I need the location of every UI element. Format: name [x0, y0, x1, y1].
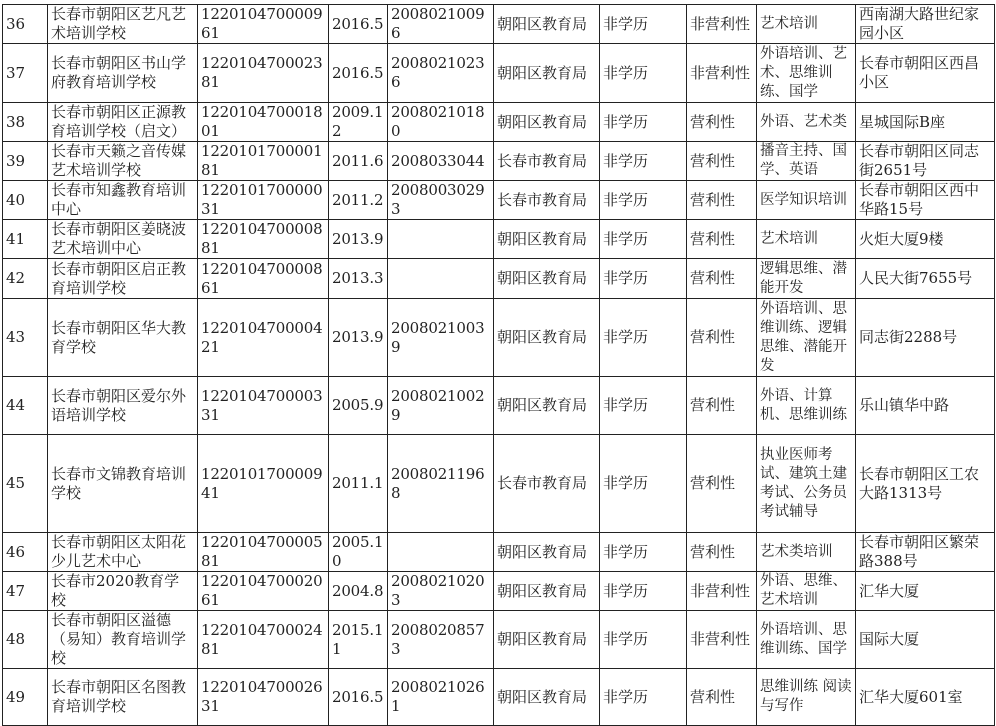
cell-type: 非学历: [600, 299, 687, 377]
cell-address: 长春市朝阳区工农大路1313号: [856, 435, 995, 533]
cell-scope: 播音主持、国学、英语: [757, 142, 856, 181]
table-row: [3, 533, 995, 572]
cell-name: 长春市朝阳区正源教育培训学校（启文）: [48, 103, 198, 142]
cell-type: 非学历: [600, 44, 687, 103]
cell-name: 长春市知鑫教育培训中心: [48, 181, 198, 220]
table-row: [3, 572, 995, 611]
cell-name: 长春市朝阳区华大教育学校: [48, 299, 198, 377]
cell-reg: 20080210039: [388, 299, 494, 377]
cell-no: 41: [3, 220, 48, 259]
cell-date: 2016.5: [329, 5, 388, 44]
cell-code: 122010470000581: [198, 533, 329, 572]
cell-address: 星城国际B座: [856, 103, 995, 142]
cell-address: 长春市朝阳区西中华路15号: [856, 181, 995, 220]
cell-reg: 20080030293: [388, 181, 494, 220]
cell-scope: 医学知识培训: [757, 181, 856, 220]
table-row: [3, 220, 995, 259]
cell-code: 122010470002631: [198, 669, 329, 726]
cell-type: 非学历: [600, 220, 687, 259]
cell-code: 122010470000331: [198, 377, 329, 435]
cell-code: 122010470002061: [198, 572, 329, 611]
cell-no: 36: [3, 5, 48, 44]
cell-address: 国际大厦: [856, 611, 995, 669]
cell-code: 122010470000961: [198, 5, 329, 44]
cell-profit: 营利性: [687, 259, 757, 299]
cell-profit: 营利性: [687, 299, 757, 377]
cell-date: 2011.2: [329, 181, 388, 220]
table-row: [3, 299, 995, 377]
cell-authority: 长春市教育局: [494, 142, 600, 181]
cell-type: 非学历: [600, 259, 687, 299]
cell-date: 2016.5: [329, 669, 388, 726]
cell-type: 非学历: [600, 435, 687, 533]
cell-authority: 朝阳区教育局: [494, 103, 600, 142]
cell-scope: 艺术培训: [757, 220, 856, 259]
cell-type: 非学历: [600, 572, 687, 611]
cell-reg: 20080210203: [388, 572, 494, 611]
table-row: [3, 44, 995, 103]
cell-no: 42: [3, 259, 48, 299]
cell-date: 2013.3: [329, 259, 388, 299]
cell-reg: 2008033044: [388, 142, 494, 181]
cell-authority: 朝阳区教育局: [494, 611, 600, 669]
cell-date: 2015.11: [329, 611, 388, 669]
cell-reg: 20080210096: [388, 5, 494, 44]
cell-authority: 朝阳区教育局: [494, 44, 600, 103]
cell-scope: 执业医师考试、建筑土建考试、公务员考试辅导: [757, 435, 856, 533]
cell-name: 长春市朝阳区姜晓波艺术培训中心: [48, 220, 198, 259]
cell-scope: 外语、计算机、思维训练: [757, 377, 856, 435]
cell-name: 长春市朝阳区溢德（易知）教育培训学校: [48, 611, 198, 669]
cell-type: 非学历: [600, 377, 687, 435]
cell-no: 47: [3, 572, 48, 611]
table-row: [3, 5, 995, 44]
cell-name: 长春市文锦教育培训学校: [48, 435, 198, 533]
cell-code: 122010470001801: [198, 103, 329, 142]
cell-scope: 外语培训、思维训练、逻辑思维、潜能开发: [757, 299, 856, 377]
cell-address: 同志街2288号: [856, 299, 995, 377]
table-row: [3, 103, 995, 142]
table-row: [3, 377, 995, 435]
cell-no: 44: [3, 377, 48, 435]
cell-address: 汇华大厦: [856, 572, 995, 611]
cell-date: 2005.10: [329, 533, 388, 572]
cell-address: 火炬大厦9楼: [856, 220, 995, 259]
cell-profit: 营利性: [687, 103, 757, 142]
cell-address: 长春市朝阳区繁荣路388号: [856, 533, 995, 572]
cell-address: 长春市朝阳区西昌小区: [856, 44, 995, 103]
cell-reg: 20080210236: [388, 44, 494, 103]
cell-name: 长春市朝阳区名图教育培训学校: [48, 669, 198, 726]
cell-name: 长春市朝阳区爱尔外语培训学校: [48, 377, 198, 435]
table-row: [3, 435, 995, 533]
cell-authority: 朝阳区教育局: [494, 220, 600, 259]
cell-name: 长春市天籁之音传媒艺术培训学校: [48, 142, 198, 181]
cell-no: 37: [3, 44, 48, 103]
cell-authority: 长春市教育局: [494, 435, 600, 533]
table-body: [3, 5, 995, 726]
cell-no: 38: [3, 103, 48, 142]
cell-authority: 朝阳区教育局: [494, 377, 600, 435]
cell-code: 122010170000031: [198, 181, 329, 220]
cell-reg: [388, 259, 494, 299]
cell-profit: 非营利性: [687, 44, 757, 103]
cell-authority: 朝阳区教育局: [494, 533, 600, 572]
cell-no: 43: [3, 299, 48, 377]
cell-no: 49: [3, 669, 48, 726]
cell-type: 非学历: [600, 611, 687, 669]
cell-date: 2009.12: [329, 103, 388, 142]
cell-date: 2013.9: [329, 220, 388, 259]
table-row: [3, 611, 995, 669]
cell-name: 长春市朝阳区太阳花少儿艺术中心: [48, 533, 198, 572]
cell-no: 40: [3, 181, 48, 220]
cell-type: 非学历: [600, 5, 687, 44]
cell-profit: 非营利性: [687, 572, 757, 611]
cell-address: 西南湖大路世纪家园小区: [856, 5, 995, 44]
cell-date: 2016.5: [329, 44, 388, 103]
cell-profit: 营利性: [687, 533, 757, 572]
cell-type: 非学历: [600, 142, 687, 181]
table-row: [3, 181, 995, 220]
cell-type: 非学历: [600, 533, 687, 572]
table-row: [3, 142, 995, 181]
cell-type: 非学历: [600, 669, 687, 726]
cell-no: 48: [3, 611, 48, 669]
cell-reg: 20080210261: [388, 669, 494, 726]
cell-reg: 20080211968: [388, 435, 494, 533]
cell-authority: 朝阳区教育局: [494, 5, 600, 44]
cell-address: 长春市朝阳区同志街2651号: [856, 142, 995, 181]
cell-profit: 营利性: [687, 220, 757, 259]
cell-profit: 营利性: [687, 142, 757, 181]
cell-profit: 营利性: [687, 377, 757, 435]
cell-name: 长春市朝阳区书山学府教育培训学校: [48, 44, 198, 103]
cell-authority: 朝阳区教育局: [494, 572, 600, 611]
cell-scope: 外语、思维、艺术培训: [757, 572, 856, 611]
cell-code: 122010470002481: [198, 611, 329, 669]
cell-profit: 营利性: [687, 181, 757, 220]
cell-profit: 营利性: [687, 669, 757, 726]
cell-authority: 朝阳区教育局: [494, 669, 600, 726]
cell-code: 122010470002381: [198, 44, 329, 103]
cell-code: 122010470000421: [198, 299, 329, 377]
cell-reg: [388, 220, 494, 259]
cell-reg: [388, 533, 494, 572]
cell-no: 46: [3, 533, 48, 572]
cell-scope: 外语培训、思维训练、国学: [757, 611, 856, 669]
cell-scope: 艺术培训: [757, 5, 856, 44]
cell-date: 2005.9: [329, 377, 388, 435]
cell-scope: 外语培训、艺术、思维训练、国学: [757, 44, 856, 103]
cell-date: 2011.1: [329, 435, 388, 533]
table-row: [3, 259, 995, 299]
cell-profit: 非营利性: [687, 611, 757, 669]
cell-address: 乐山镇华中路: [856, 377, 995, 435]
cell-reg: 20080208573: [388, 611, 494, 669]
cell-code: 122010170000181: [198, 142, 329, 181]
cell-name: 长春市朝阳区艺凡艺术培训学校: [48, 5, 198, 44]
cell-authority: 朝阳区教育局: [494, 259, 600, 299]
cell-scope: 外语、艺术类: [757, 103, 856, 142]
cell-type: 非学历: [600, 181, 687, 220]
cell-no: 45: [3, 435, 48, 533]
cell-authority: 长春市教育局: [494, 181, 600, 220]
cell-scope: 思维训练 阅读与写作: [757, 669, 856, 726]
cell-date: 2013.9: [329, 299, 388, 377]
cell-reg: 20080210180: [388, 103, 494, 142]
cell-name: 长春市朝阳区启正教育培训学校: [48, 259, 198, 299]
cell-authority: 朝阳区教育局: [494, 299, 600, 377]
cell-no: 39: [3, 142, 48, 181]
table-row: [3, 669, 995, 726]
cell-date: 2011.6: [329, 142, 388, 181]
cell-profit: 营利性: [687, 435, 757, 533]
cell-name: 长春市2020教育学校: [48, 572, 198, 611]
cell-scope: 艺术类培训: [757, 533, 856, 572]
cell-address: 人民大街7655号: [856, 259, 995, 299]
cell-scope: 逻辑思维、潜能开发: [757, 259, 856, 299]
cell-date: 2004.8: [329, 572, 388, 611]
cell-code: 122010470000881: [198, 220, 329, 259]
cell-address: 汇华大厦601室: [856, 669, 995, 726]
cell-type: 非学历: [600, 103, 687, 142]
school-registry-table: [2, 4, 995, 726]
cell-code: 122010470000861: [198, 259, 329, 299]
cell-code: 122010170000941: [198, 435, 329, 533]
cell-profit: 非营利性: [687, 5, 757, 44]
cell-reg: 20080210029: [388, 377, 494, 435]
